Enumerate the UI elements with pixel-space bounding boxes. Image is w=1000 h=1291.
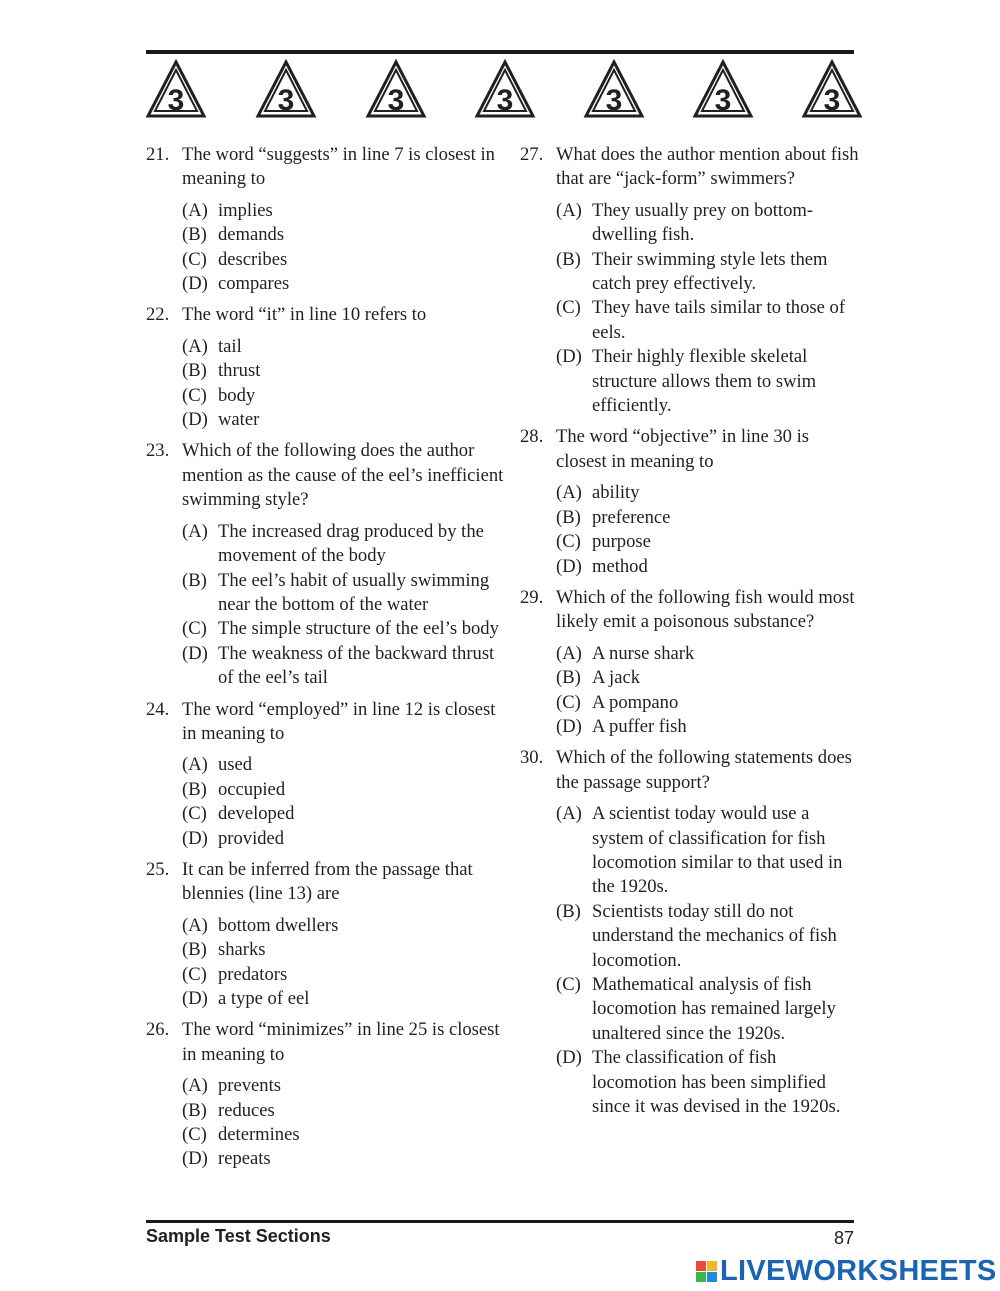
question-text: Which of the following fish would most likely emit a poisonous substance? — [556, 586, 855, 633]
question-number: 22. — [146, 304, 170, 326]
question-30 — [520, 746, 860, 795]
option-letter: (B) — [556, 506, 581, 528]
option-letter: (D) — [182, 1148, 208, 1170]
option-letter: (C) — [182, 1124, 207, 1146]
answer-option[interactable] — [182, 569, 506, 618]
answer-options — [182, 753, 506, 851]
question-24 — [146, 698, 506, 747]
question-29 — [520, 586, 860, 635]
answer-options — [182, 914, 506, 1012]
option-letter: (A) — [556, 199, 582, 221]
option-text: A jack — [592, 667, 641, 689]
option-letter: (A) — [182, 199, 208, 221]
answer-option[interactable] — [182, 617, 506, 641]
option-text: implies — [218, 199, 273, 221]
option-letter: (C) — [182, 248, 207, 270]
answer-option[interactable] — [182, 914, 506, 938]
answer-option[interactable] — [182, 753, 506, 777]
option-letter: (B) — [182, 569, 207, 591]
option-letter: (D) — [182, 827, 208, 849]
option-letter: (D) — [556, 555, 582, 577]
option-letter: (A) — [182, 1075, 208, 1097]
logo-square-green — [696, 1272, 706, 1282]
option-letter: (C) — [182, 384, 207, 406]
answer-option[interactable] — [182, 1074, 506, 1098]
answer-option[interactable] — [182, 778, 506, 802]
option-letter: (B) — [182, 1099, 207, 1121]
option-text: body — [218, 384, 256, 406]
option-text: Mathematical analysis of fish locomotion has remained largely unaltered since the 1920s. — [592, 974, 836, 1044]
answer-option[interactable] — [182, 272, 506, 296]
question-26 — [146, 1018, 506, 1067]
option-text: A scientist today would use a system of classification for fish locomotion similar to that used in the 1920s. — [592, 803, 843, 898]
option-text: a type of eel — [218, 988, 310, 1009]
option-letter: (A) — [556, 642, 582, 664]
answer-option[interactable] — [182, 248, 506, 272]
question-number: 30. — [520, 747, 544, 769]
option-text: ability — [592, 482, 640, 504]
option-text: method — [592, 555, 648, 577]
option-letter: (C) — [556, 974, 581, 995]
option-letter: (C) — [556, 297, 581, 319]
section-badge — [583, 58, 645, 120]
answer-option[interactable] — [182, 987, 506, 1011]
option-text: determines — [218, 1124, 300, 1146]
section-badge — [255, 58, 317, 120]
answer-options — [556, 481, 860, 579]
option-text: describes — [218, 248, 288, 270]
answer-options — [556, 199, 860, 419]
question-number: 27. — [520, 144, 544, 165]
answer-option[interactable] — [182, 1147, 506, 1171]
option-text: water — [218, 409, 260, 431]
option-letter: (B) — [182, 224, 207, 246]
footer-section-title: Sample Test Sections — [146, 1226, 331, 1246]
liveworksheets-logo[interactable] — [696, 1256, 997, 1286]
question-text: The word “minimizes” in line 25 is closest in meaning to — [182, 1019, 500, 1065]
answer-option[interactable] — [182, 963, 506, 987]
question-21 — [146, 143, 506, 192]
question-text: It can be inferred from the passage that blennies (line 13) are — [182, 858, 473, 905]
option-text: The eel’s habit of usually swimming near the bottom of the water — [218, 569, 490, 615]
question-27 — [520, 143, 860, 192]
liveworksheets-icon — [696, 1261, 717, 1282]
brand-name: LIVEWORKSHEETS — [720, 1254, 997, 1287]
option-text: compares — [218, 273, 290, 295]
option-text: tail — [218, 335, 242, 357]
option-letter: (A) — [556, 482, 582, 504]
option-letter: (D) — [182, 273, 208, 295]
option-letter: (B) — [556, 900, 581, 922]
answer-option[interactable] — [182, 199, 506, 223]
option-letter: (B) — [556, 667, 581, 689]
option-text: used — [218, 754, 253, 776]
question-text: Which of the following statements does the passage support? — [556, 747, 852, 793]
option-text: The simple structure of the eel’s body — [218, 618, 499, 640]
option-letter: (C) — [556, 531, 581, 553]
section-badge — [145, 58, 207, 120]
option-letter: (A) — [182, 754, 208, 776]
right-column — [520, 143, 860, 1126]
option-text: They usually prey on bottom-dwelling fish. — [592, 199, 814, 246]
option-text: developed — [218, 803, 295, 825]
option-letter: (B) — [182, 360, 207, 382]
option-text: demands — [218, 224, 285, 246]
option-letter: (D) — [182, 988, 208, 1009]
left-column — [146, 143, 506, 1179]
section-badge — [474, 58, 536, 120]
question-text: Which of the following does the author mention as the cause of the eel’s inefficient swimming style? — [182, 440, 504, 511]
answer-option[interactable] — [182, 384, 506, 408]
option-letter: (B) — [182, 778, 207, 800]
answer-options — [556, 802, 860, 1119]
question-number: 21. — [146, 144, 170, 165]
answer-options — [182, 1074, 506, 1172]
question-number: 24. — [146, 698, 170, 720]
question-22 — [146, 303, 506, 327]
answer-option[interactable] — [182, 1099, 506, 1123]
question-23 — [146, 439, 506, 512]
option-text: Their highly flexible skeletal structure allows them to swim efficiently. — [592, 346, 817, 417]
question-28 — [520, 425, 860, 474]
option-letter: (A) — [182, 335, 208, 357]
answer-option[interactable] — [182, 223, 506, 247]
answer-option[interactable] — [556, 973, 860, 1046]
option-text: repeats — [218, 1148, 271, 1170]
answer-option[interactable] — [556, 199, 860, 248]
option-letter: (D) — [556, 1047, 582, 1069]
answer-option[interactable] — [556, 481, 860, 505]
question-text: What does the author mention about fish that are “jack-form” swimmers? — [556, 144, 859, 190]
section-badge — [365, 58, 427, 120]
bottom-rule — [146, 1220, 854, 1223]
logo-square-yellow — [707, 1261, 717, 1271]
option-text: A nurse shark — [592, 642, 695, 664]
option-text: purpose — [592, 531, 651, 553]
option-letter: (C) — [182, 618, 207, 640]
answer-options — [182, 520, 506, 691]
option-text: Scientists today still do not understand the mechanics of fish locomotion. — [592, 900, 837, 971]
top-rule — [146, 50, 854, 54]
option-text: reduces — [218, 1099, 275, 1121]
option-text: bottom dwellers — [218, 914, 339, 936]
question-text: The word “objective” in line 30 is closest in meaning to — [556, 426, 810, 472]
option-letter: (C) — [556, 691, 581, 713]
question-number: 29. — [520, 586, 544, 608]
answer-option[interactable] — [182, 520, 506, 569]
badge-label: 3 — [167, 84, 185, 117]
answer-option[interactable] — [556, 555, 860, 579]
option-text: The classification of fish locomotion has been simplified since it was devised in the 1920s. — [592, 1047, 841, 1118]
section-badge — [692, 58, 754, 120]
question-number: 25. — [146, 858, 170, 880]
question-number: 26. — [146, 1019, 170, 1041]
answer-option[interactable] — [182, 938, 506, 962]
option-text: The increased drag produced by the movement of the body — [218, 520, 484, 567]
logo-square-blue — [707, 1272, 717, 1282]
question-number: 23. — [146, 440, 170, 462]
answer-options — [556, 642, 860, 740]
answer-option[interactable] — [182, 335, 506, 359]
section-badges — [145, 58, 865, 120]
option-letter: (C) — [182, 963, 207, 985]
answer-option[interactable] — [182, 642, 506, 691]
option-text: thrust — [218, 360, 261, 382]
badge-label: 3 — [387, 84, 405, 117]
option-letter: (A) — [556, 803, 582, 825]
question-text: The word “employed” in line 12 is closest in meaning to — [182, 698, 496, 744]
answer-option[interactable] — [182, 802, 506, 826]
option-text: A puffer fish — [592, 715, 687, 737]
answer-option[interactable] — [556, 666, 860, 690]
option-text: They have tails similar to those of eels. — [592, 297, 846, 343]
option-text: The weakness of the backward thrust of the eel’s tail — [218, 642, 495, 689]
option-text: A pompano — [592, 691, 679, 713]
option-letter: (B) — [182, 939, 207, 961]
answer-options — [182, 335, 506, 433]
answer-option[interactable] — [556, 691, 860, 715]
answer-option[interactable] — [182, 827, 506, 851]
badge-label: 3 — [605, 84, 623, 117]
answer-option[interactable] — [556, 530, 860, 554]
option-text: preference — [592, 506, 671, 528]
question-25 — [146, 858, 506, 907]
badge-label: 3 — [277, 84, 295, 117]
option-letter: (C) — [182, 803, 207, 825]
badge-label: 3 — [823, 84, 841, 117]
option-letter: (A) — [182, 914, 208, 936]
option-letter: (D) — [556, 715, 582, 737]
section-badge — [801, 58, 863, 120]
option-text: prevents — [218, 1075, 281, 1097]
question-text: The word “it” in line 10 refers to — [182, 304, 427, 326]
answer-option[interactable] — [556, 506, 860, 530]
answer-option[interactable] — [556, 715, 860, 739]
answer-option[interactable] — [556, 802, 860, 900]
option-letter: (A) — [182, 520, 208, 542]
option-letter: (B) — [556, 248, 581, 270]
option-letter: (D) — [182, 409, 208, 431]
question-number: 28. — [520, 426, 544, 448]
option-letter: (D) — [182, 642, 208, 664]
page-number: 87 — [833, 1228, 854, 1248]
answer-option[interactable] — [556, 296, 860, 345]
logo-square-red — [696, 1261, 706, 1271]
answer-option[interactable] — [556, 1046, 860, 1119]
answer-option[interactable] — [556, 642, 860, 666]
answer-options — [182, 199, 506, 297]
option-text: provided — [218, 827, 285, 849]
answer-option[interactable] — [182, 408, 506, 432]
badge-label: 3 — [714, 84, 732, 117]
option-text: predators — [218, 963, 288, 985]
question-text: The word “suggests” in line 7 is closest in meaning to — [182, 144, 495, 190]
answer-option[interactable] — [556, 345, 860, 418]
option-text: occupied — [218, 778, 286, 800]
answer-option[interactable] — [556, 900, 860, 973]
answer-option[interactable] — [182, 359, 506, 383]
option-text: Their swimming style lets them catch prey effectively. — [592, 248, 828, 295]
badge-label: 3 — [496, 84, 514, 117]
option-letter: (D) — [556, 346, 582, 368]
answer-option[interactable] — [556, 248, 860, 297]
answer-option[interactable] — [182, 1123, 506, 1147]
option-text: sharks — [218, 939, 266, 961]
